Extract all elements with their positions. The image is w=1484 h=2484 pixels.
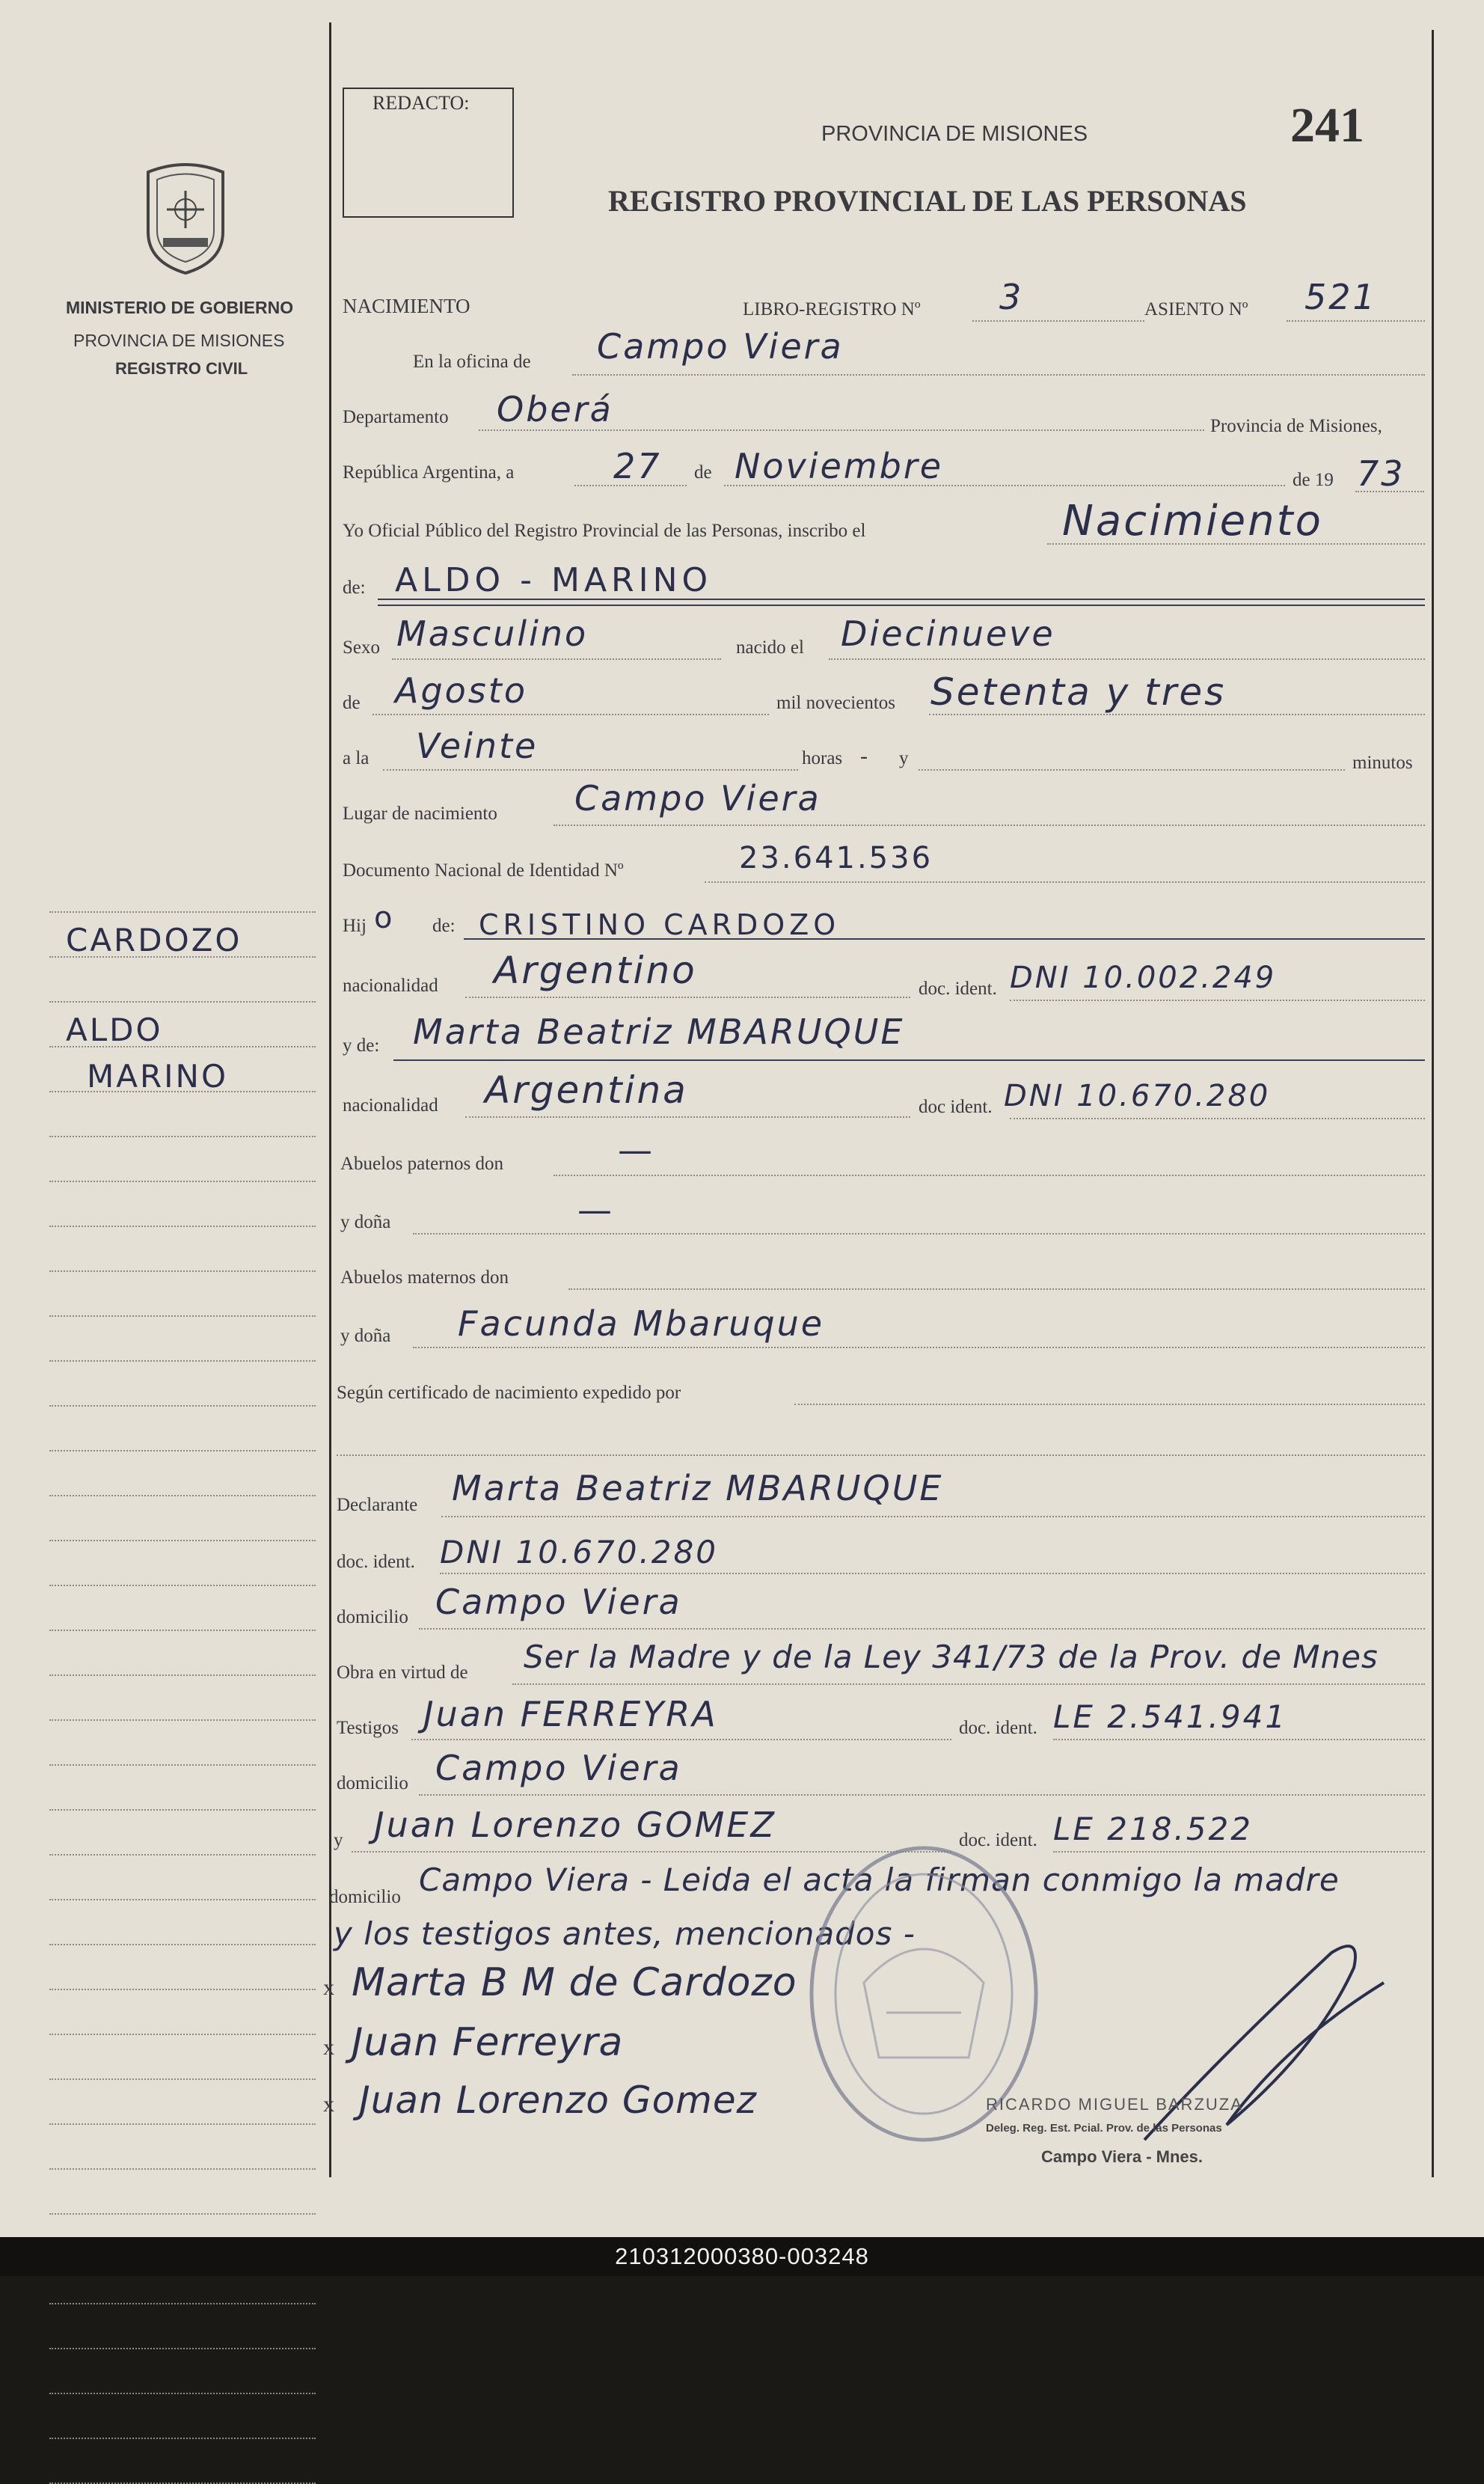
- header-province: PROVINCIA DE MISIONES: [821, 122, 1088, 146]
- ydona-label: y doña: [340, 1212, 391, 1232]
- abuelos-m-line: [568, 1288, 1425, 1290]
- doc-ident2-label: doc ident.: [919, 1097, 993, 1117]
- domicilio-value: Campo Viera: [435, 1582, 682, 1622]
- t1-doc-label: doc. ident.: [959, 1718, 1037, 1738]
- sidebar-note-line: [49, 1809, 316, 1811]
- oficina-line: [572, 374, 1425, 376]
- name-value: ALDO - MARINO: [395, 561, 713, 599]
- testigo2-value: Juan Lorenzo GOMEZ: [374, 1805, 776, 1845]
- footer-bar: [0, 2237, 1484, 2276]
- signature-mother: Marta B M de Cardozo: [352, 1960, 797, 2005]
- footer-id: 210312000380-003248: [615, 2243, 869, 2269]
- asiento-value: 521: [1304, 277, 1377, 317]
- nacionalidad2-label: nacionalidad: [343, 1095, 438, 1116]
- y-label: y: [899, 748, 909, 768]
- sidebar-note-line: [49, 2123, 316, 2125]
- hijo-label: Hij: [343, 916, 367, 936]
- sidebar-note-line: [49, 1495, 316, 1496]
- day-value: 27: [613, 446, 662, 486]
- mother-nat-line: [465, 1116, 910, 1118]
- mother-nat-value: Argentina: [485, 1068, 688, 1112]
- decl-doc-line: [440, 1573, 1425, 1574]
- abuela-m-line: [413, 1347, 1425, 1348]
- t2-doc-line: [1053, 1851, 1425, 1853]
- decl-doc-value: DNI 10.670.280: [440, 1534, 718, 1570]
- header-registry: REGISTRO PROVINCIAL DE LAS PERSONAS: [608, 184, 1247, 218]
- nacionalidad-label: nacionalidad: [343, 976, 438, 996]
- father-nat-value: Argentino: [494, 949, 697, 992]
- abuela-m-value: Facunda Mbaruque: [458, 1303, 825, 1344]
- sidebar-province: PROVINCIA DE MISIONES: [73, 331, 285, 350]
- birth-year-line: [929, 714, 1425, 715]
- sidebar-note-line: [49, 1989, 316, 1990]
- sidebar-note-line: [49, 1136, 316, 1137]
- sidebar-note-line: [49, 1360, 316, 1362]
- sidebar-note-line: [49, 1405, 316, 1407]
- sexo-value: Masculino: [396, 614, 589, 654]
- sidebar-note-line: [49, 2078, 316, 2080]
- obra-value: Ser la Madre y de la Ley 341/73 de la Prov. de Mnes: [524, 1639, 1379, 1675]
- provincia-label: Provincia de Misiones,: [1210, 416, 1382, 436]
- sidebar-note-line: [49, 1181, 316, 1182]
- departamento-line: [479, 429, 1204, 431]
- sidebar-note-line: [49, 2303, 316, 2304]
- sidebar-note-line: [49, 1719, 316, 1721]
- closing-value: y los testigos antes, mencionados -: [334, 1915, 916, 1952]
- yo-label: Yo Oficial Público del Registro Provincial de las Personas, inscribo el: [343, 521, 866, 541]
- left-margin-line: [329, 22, 331, 2177]
- segun-label: Según certificado de nacimiento expedido por: [337, 1383, 681, 1403]
- sidebar-note-line: [49, 2034, 316, 2035]
- father-doc-line: [1010, 1000, 1425, 1001]
- y2-label: y: [334, 1830, 343, 1850]
- mother-underline: [393, 1059, 1425, 1061]
- sidebar-note-surname: CARDOZO: [66, 922, 242, 958]
- abuelos-m-label: Abuelos maternos don: [340, 1267, 509, 1288]
- sidebar-note-line: [49, 1001, 316, 1003]
- mother-value: Marta Beatriz MBARUQUE: [413, 1012, 905, 1052]
- sidebar-note-line: [49, 1450, 316, 1451]
- sidebar-note-line: [49, 1899, 316, 1900]
- redacto-box: [343, 88, 514, 218]
- sidebar-note-line: [49, 2438, 316, 2439]
- sidebar-note-line: [49, 1585, 316, 1586]
- sidebar-note-line: [49, 1226, 316, 1227]
- sidebar-note-line: [49, 911, 316, 913]
- year-value: 73: [1357, 453, 1405, 494]
- sidebar-note-line: [49, 2213, 316, 2215]
- domicilio2-value: Campo Viera: [435, 1748, 682, 1788]
- doc-ident-label: doc. ident.: [919, 979, 997, 999]
- decl-doc-label: doc. ident.: [337, 1552, 415, 1572]
- name-underline-2: [378, 605, 1425, 606]
- segun-line: [794, 1404, 1425, 1405]
- asiento-line: [1287, 320, 1425, 322]
- father-doc-value: DNI 10.002.249: [1010, 961, 1277, 995]
- father-nat-line: [465, 997, 910, 998]
- redacto-label: REDACTO:: [372, 92, 470, 114]
- departamento-label: Departamento: [343, 407, 449, 427]
- hijo-de-label: de:: [432, 916, 456, 936]
- t2-doc-value: LE 218.522: [1053, 1811, 1253, 1847]
- ala-label: a la: [343, 748, 370, 768]
- de-name-label: de:: [343, 578, 366, 598]
- yo-value: Nacimiento: [1062, 497, 1323, 545]
- minutos-label: minutos: [1352, 753, 1413, 773]
- mil-label: mil novecientos: [776, 693, 895, 713]
- declarante-label: Declarante: [337, 1495, 418, 1515]
- t1-doc-line: [1053, 1739, 1425, 1740]
- nacido-line: [829, 658, 1425, 660]
- republica-label: República Argentina, a: [343, 462, 515, 483]
- oficina-label: En la oficina de: [413, 352, 531, 372]
- record-type-label: NACIMIENTO: [343, 295, 470, 317]
- sidebar-note-line: [49, 2348, 316, 2349]
- hora-value: Veinte: [416, 726, 539, 766]
- sidebar-note-line: [49, 1764, 316, 1766]
- testigos-label: Testigos: [337, 1718, 399, 1738]
- provincial-seal-icon: [133, 157, 238, 277]
- birth-month-line: [372, 714, 769, 715]
- father-value: CRISTINO CARDOZO: [479, 908, 841, 941]
- dni-label: Documento Nacional de Identidad Nº: [343, 860, 624, 881]
- page-number: 241: [1290, 98, 1364, 153]
- month-value: Noviembre: [735, 446, 944, 486]
- sidebar-note-line: [49, 1540, 316, 1541]
- segun-line-2: [337, 1454, 1425, 1456]
- year-label: de 19: [1293, 470, 1334, 490]
- hijo-suffix: o: [374, 901, 395, 935]
- departamento-value: Oberá: [497, 389, 613, 429]
- sidebar-civil: REGISTRO CIVIL: [115, 359, 248, 378]
- sidebar-note-name2: MARINO: [87, 1058, 229, 1095]
- hora-line: [383, 769, 798, 771]
- birth-year-value: Setenta y tres: [930, 670, 1227, 714]
- ydona-value: —: [577, 1190, 614, 1230]
- domicilio3-value: Campo Viera - Leida el acta la firman conmigo la madre: [419, 1862, 1340, 1898]
- ydona-line: [413, 1233, 1425, 1235]
- abuelos-p-line: [554, 1175, 1425, 1176]
- oficina-value: Campo Viera: [597, 326, 844, 367]
- asiento-label: ASIENTO Nº: [1144, 299, 1248, 319]
- t1-doc-value: LE 2.541.941: [1053, 1698, 1288, 1735]
- sidebar-note-line: [49, 1944, 316, 1945]
- testigo1-line: [411, 1739, 951, 1740]
- obra-label: Obra en virtud de: [337, 1662, 468, 1683]
- lugar-label: Lugar de nacimiento: [343, 804, 497, 824]
- sig-mark-3: x: [323, 2092, 334, 2117]
- nacido-value: Diecinueve: [841, 614, 1055, 654]
- right-margin-line: [1432, 30, 1434, 2177]
- official-name: RICARDO MIGUEL BARZUZA: [986, 2095, 1243, 2114]
- libro-label: LIBRO-REGISTRO Nº: [743, 299, 921, 319]
- minutos-line: [919, 769, 1345, 771]
- official-place: Campo Viera - Mnes.: [1041, 2147, 1203, 2166]
- signature-witness-1: Juan Ferreyra: [352, 2020, 624, 2065]
- de-label: de: [694, 462, 712, 483]
- sidebar-note-line: [49, 1630, 316, 1631]
- mother-doc-line: [1010, 1118, 1425, 1119]
- domicilio3-label: domicilio: [329, 1887, 401, 1907]
- abuelos-p-label: Abuelos paternos don: [340, 1154, 504, 1174]
- testigo1-value: Juan FERREYRA: [423, 1694, 718, 1734]
- yde-label: y de:: [343, 1035, 380, 1056]
- declarante-line: [441, 1516, 1425, 1517]
- sig-mark-1: x: [323, 1975, 334, 2000]
- sidebar-note-line: [49, 1270, 316, 1272]
- sidebar-ministry: MINISTERIO DE GOBIERNO: [66, 298, 294, 317]
- horas-label: horas: [802, 748, 843, 768]
- sexo-line: [392, 658, 721, 660]
- abuelos-p-value: —: [618, 1130, 654, 1170]
- domicilio-line: [419, 1628, 1425, 1630]
- domicilio-label: domicilio: [337, 1607, 408, 1627]
- domicilio2-label: domicilio: [337, 1773, 408, 1793]
- libro-line: [972, 320, 1144, 322]
- sidebar-note-line: [49, 1854, 316, 1856]
- sidebar-note-line: [49, 2393, 316, 2394]
- lugar-value: Campo Viera: [574, 778, 821, 819]
- mother-doc-value: DNI 10.670.280: [1004, 1079, 1271, 1113]
- official-round-stamp: [752, 1833, 1051, 2192]
- official-role: Deleg. Reg. Est. Pcial. Prov. de las Personas: [986, 2122, 1222, 2135]
- dni-value: 23.641.536: [739, 841, 933, 875]
- ydona2-label: y doña: [340, 1326, 391, 1346]
- t2-doc-label: doc. ident.: [959, 1830, 1037, 1850]
- sig-mark-2: x: [323, 2035, 334, 2060]
- obra-line: [512, 1683, 1425, 1685]
- birth-month-value: Agosto: [395, 670, 527, 711]
- lugar-line: [554, 825, 1425, 826]
- sidebar-note-line: [49, 1315, 316, 1317]
- dni-line: [705, 881, 1425, 883]
- sidebar-note-line: [49, 2168, 316, 2170]
- sidebar-note-name1: ALDO: [66, 1012, 163, 1048]
- libro-value: 3: [999, 277, 1024, 317]
- nacido-label: nacido el: [736, 637, 804, 658]
- sidebar-note-line: [49, 1674, 316, 1676]
- domicilio2-line: [419, 1794, 1425, 1796]
- signature-witness-2: Juan Lorenzo Gomez: [359, 2078, 757, 2122]
- de-month-label: de: [343, 693, 361, 713]
- horas-mark: -: [860, 744, 868, 768]
- sexo-label: Sexo: [343, 637, 380, 658]
- declarante-value: Marta Beatriz MBARUQUE: [452, 1468, 944, 1508]
